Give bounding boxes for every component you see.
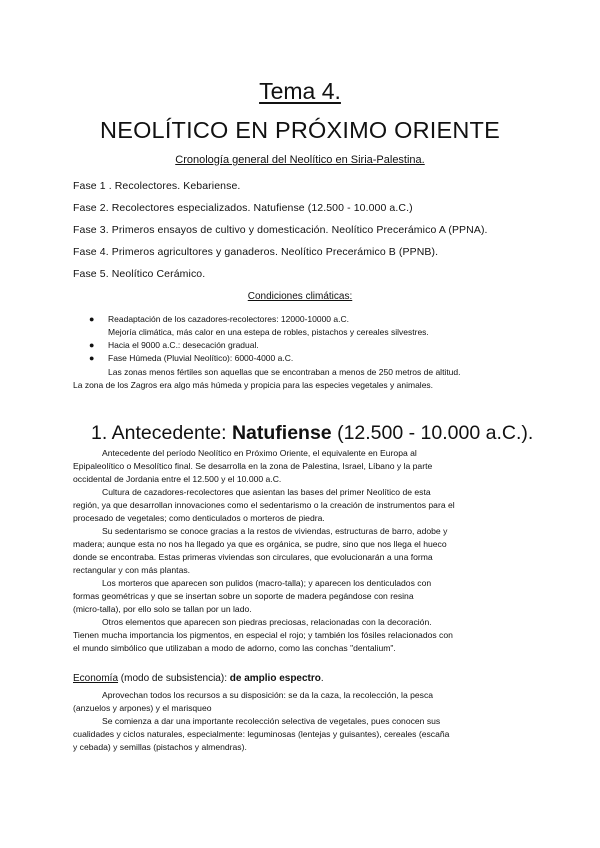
phase-4: Fase 4. Primeros agricultores y ganaderos. Neolítico Precerámico B (PPNB). xyxy=(73,246,439,258)
body-line: Antecedente del período Neolítico en Próximo Oriente, el equivalente en Europa al xyxy=(102,448,417,458)
climate-bullet-1-text: Readaptación de los cazadores-recolectores: 12000-10000 a.C. xyxy=(108,314,349,324)
economy-bold: de amplio espectro xyxy=(229,673,321,684)
section-heading-natufiense xyxy=(91,422,533,445)
body-line: procesado de vegetales; como denticulados o morteros de piedra. xyxy=(73,513,325,523)
economy-paren: (modo de subsistencia): xyxy=(118,673,230,684)
climate-bullet-3-text: Fase Húmeda (Pluvial Neolítico): 6000-4000 a.C. xyxy=(108,353,294,363)
climate-bullet-2 xyxy=(89,340,259,350)
section-bold: Natufiense xyxy=(231,422,332,444)
body-line: donde se encontraba. Estas primeras viviendas son circulares, que evolucionarán a una forma xyxy=(73,552,433,562)
body-line: Los morteros que aparecen son pulidos (macro-talla); y aparecen los denticulados con xyxy=(102,578,432,588)
body-line: formas geométricas y que se insertan sobre un soporte de madera pegándose con resina xyxy=(73,591,414,601)
phase-5: Fase 5. Neolítico Cerámico. xyxy=(73,268,206,280)
body-line: Cultura de cazadores-recolectores que asientan las bases del primer Neolítico de esta xyxy=(102,487,431,497)
section-label: Antecedente: xyxy=(111,422,232,444)
page-title: NEOLÍTICO EN PRÓXIMO ORIENTE xyxy=(100,117,500,143)
section-number: 1. xyxy=(91,422,108,444)
bullet-dot-icon: ● xyxy=(89,340,95,350)
body-line: rectangular y con más plantas. xyxy=(73,565,191,575)
phase-3: Fase 3. Primeros ensayos de cultivo y domesticación. Neolítico Precerámico A (PPNA). xyxy=(73,224,488,236)
climate-bullet-1 xyxy=(89,314,349,324)
phase-1: Fase 1 . Recolectores. Kebariense. xyxy=(73,180,241,192)
phase-2: Fase 2. Recolectores especializados. Natufiense (12.500 - 10.000 a.C.) xyxy=(73,202,413,214)
body-line: madera; aunque esta no nos ha llegado ya que es orgánica, se pudre, sino que nos llega el hueco xyxy=(73,539,447,549)
economy-end: . xyxy=(320,673,324,684)
climate-note-2: La zona de los Zagros era algo más húmeda y propicia para las especies vegetales y animales. xyxy=(73,380,434,390)
economy-line: Se comienza a dar una importante recolección selectiva de vegetales, pues conocen sus xyxy=(102,716,441,726)
climate-note-1: Las zonas menos fértiles son aquellas que se encontraban a menos de 250 metros de altitud. xyxy=(108,367,461,377)
bullet-dot-icon: ● xyxy=(89,353,95,363)
climate-bullet-1-cont: Mejoría climática, más calor en una estepa de robles, pistachos y cereales silvestres. xyxy=(108,327,429,337)
section-dates: (12.500 - 10.000 a.C.). xyxy=(331,422,534,444)
body-line: el mundo simbólico que utilizaban a modo de adorno, como las conchas "dentalium". xyxy=(73,643,396,653)
bullet-dot-icon: ● xyxy=(89,314,95,324)
economy-line: (anzuelos y arpones) y el marisqueo xyxy=(73,703,212,713)
body-line: Otros elementos que aparecen son piedras preciosas, relacionadas con la decoración. xyxy=(102,617,432,627)
body-line: (micro-talla), por ello solo se tallan por un lado. xyxy=(73,604,252,614)
economy-line: cualidades y ciclos naturales, especialmente: leguminosas (lentejas y guisantes), cereales (escaña xyxy=(73,729,450,739)
body-line: región, ya que desarrollan innovaciones como el sedentarismo o la creación de instrumentos para el xyxy=(73,500,455,510)
body-line: Su sedentarismo se conoce gracias a la restos de viviendas, estructuras de barro, adobe y xyxy=(102,526,448,536)
climate-bullet-2-text: Hacia el 9000 a.C.: desecación gradual. xyxy=(108,340,259,350)
chronology-heading: Cronología general del Neolítico en Siria-Palestina. xyxy=(175,154,425,166)
economy-heading xyxy=(73,673,324,684)
economy-line: Aprovechan todos los recursos a su disposición: se da la caza, la recolección, la pesca xyxy=(102,690,434,700)
economy-label: Economía xyxy=(73,673,119,684)
body-line: occidental de Jordania entre el 12.500 y el 10.000 a.C. xyxy=(73,474,282,484)
tema-heading: Tema 4. xyxy=(259,78,341,104)
economy-line: y cebada) y semillas (pistachos y almendras). xyxy=(73,742,247,752)
body-line: Epipaleolítico o Mesolítico final. Se desarrolla en la zona de Palestina, Israel, Líbano y la parte xyxy=(73,461,433,471)
body-line: Tienen mucha importancia los pigmentos, en especial el rojo; y también los fósiles relacionados con xyxy=(73,630,453,640)
climate-bullet-3 xyxy=(89,353,294,363)
climate-heading: Condiciones climáticas: xyxy=(247,291,353,302)
